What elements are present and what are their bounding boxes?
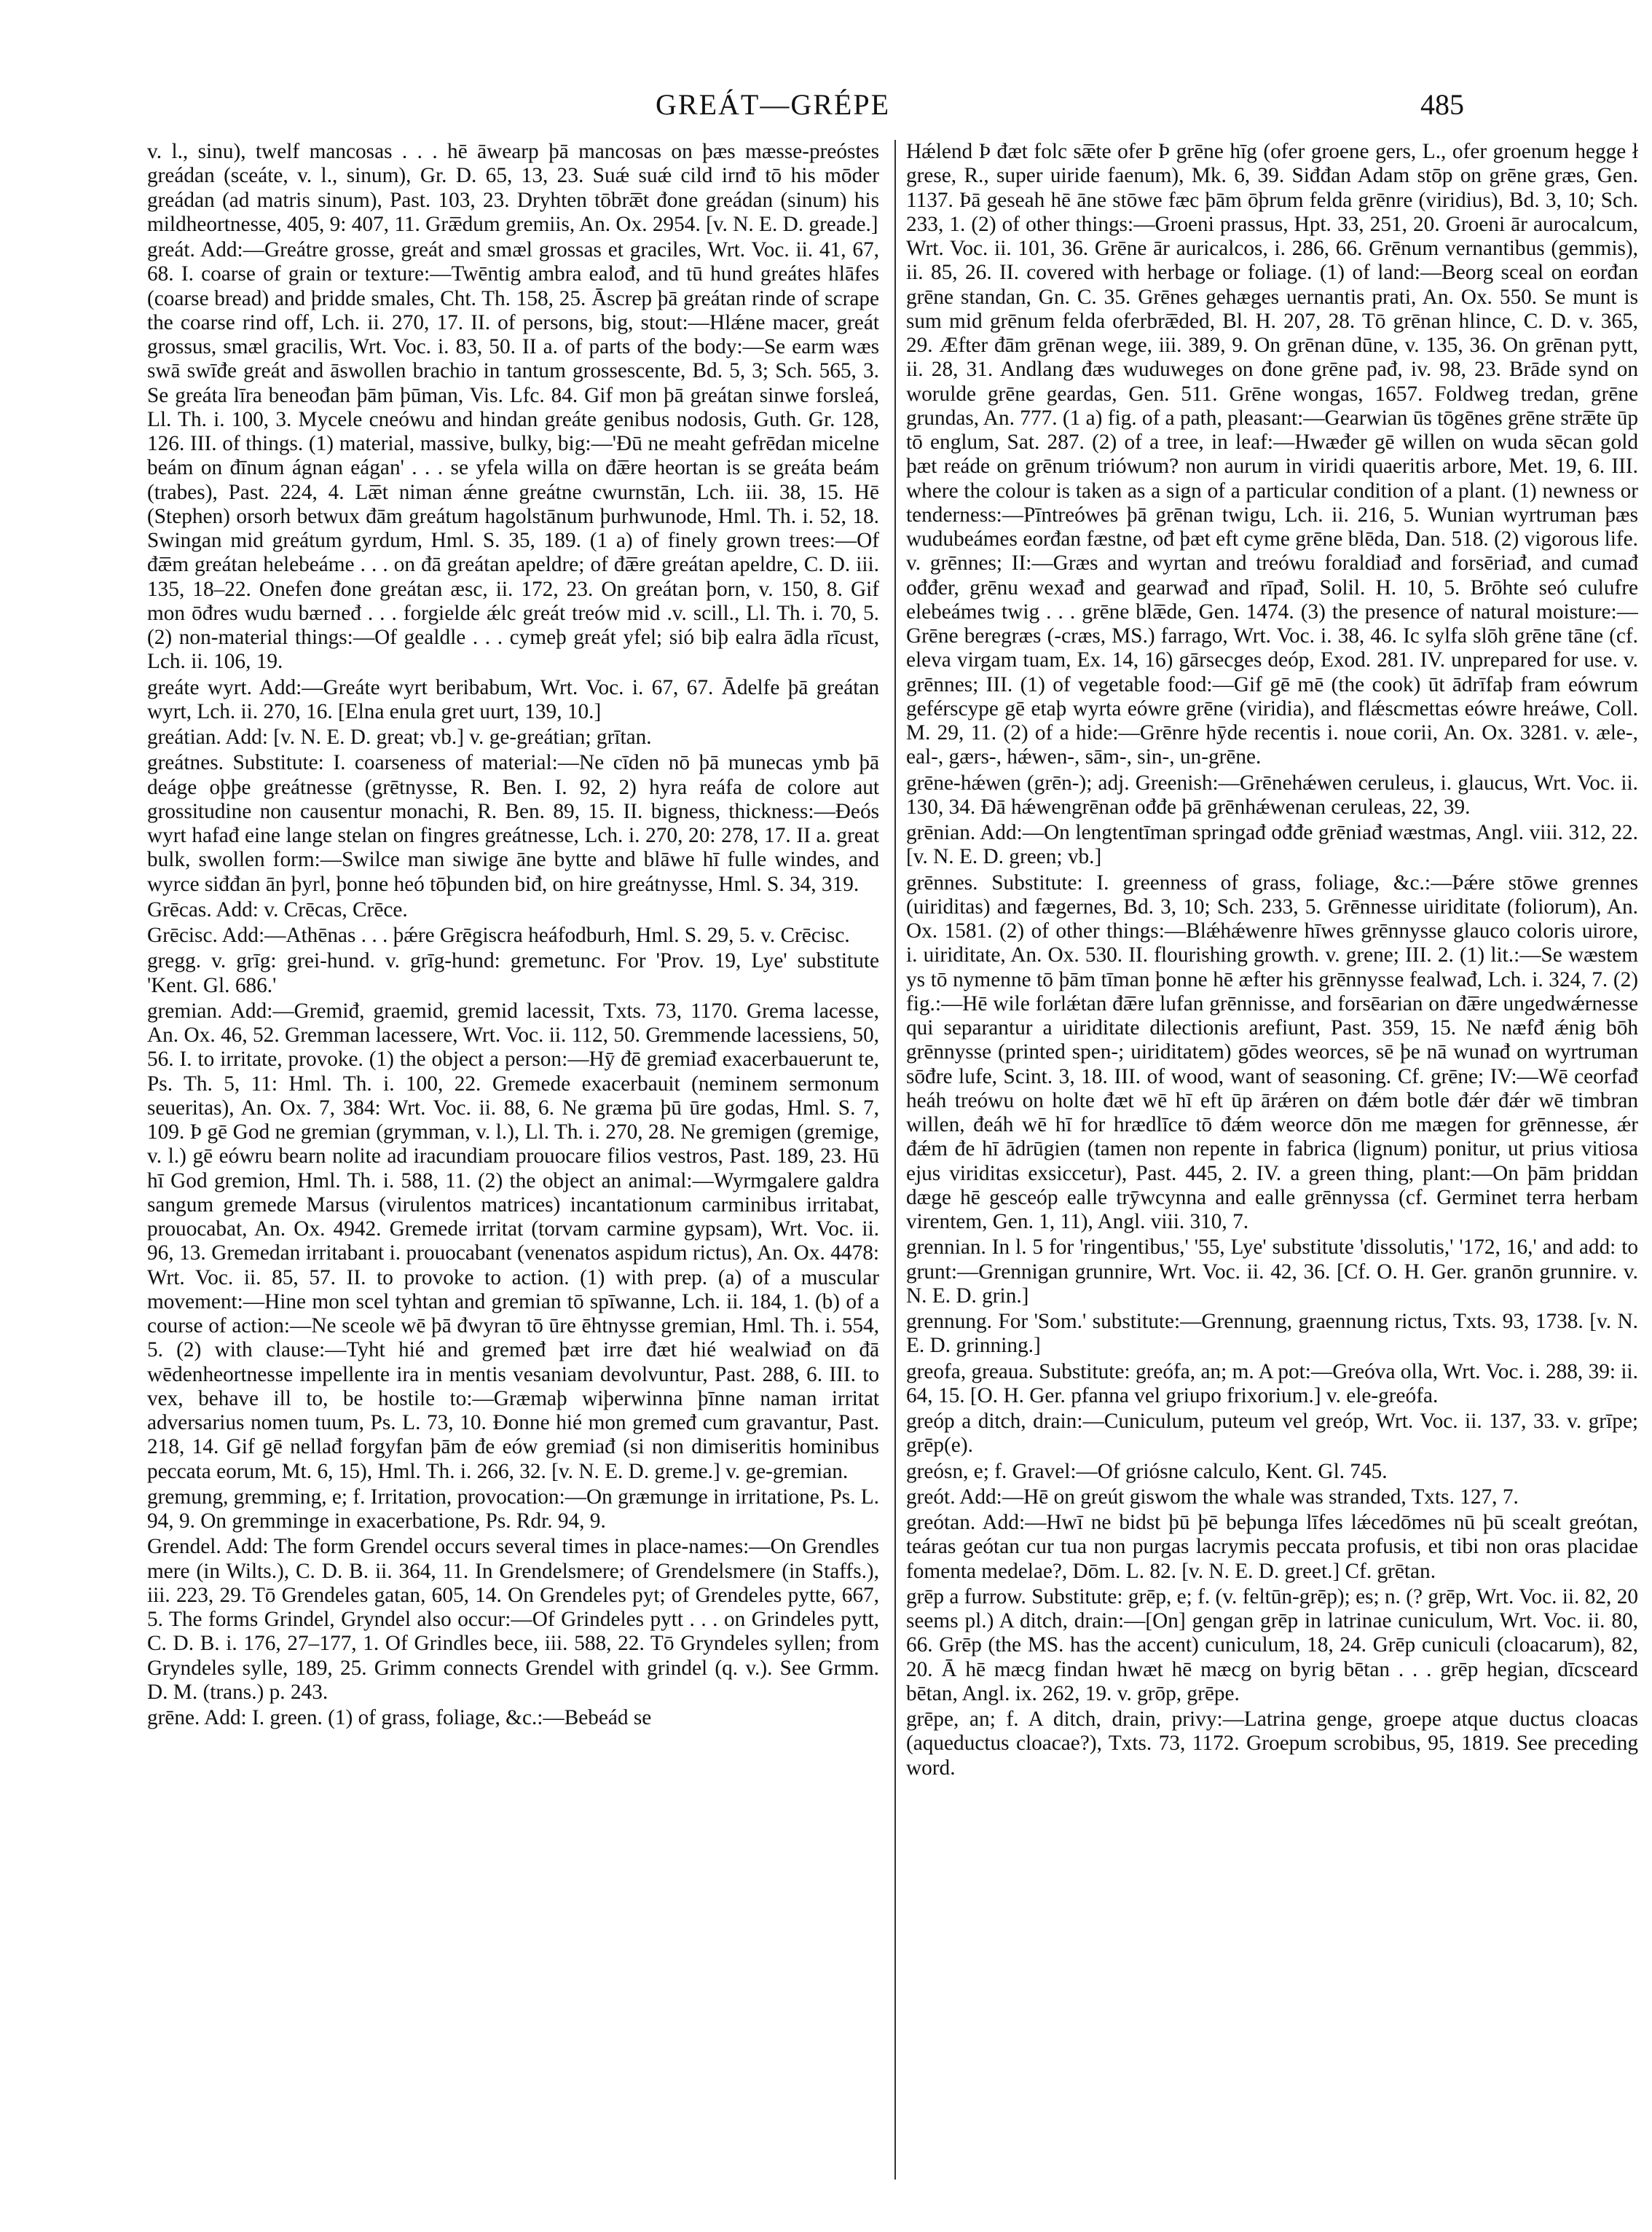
entry-grep: grēp a furrow. Substitute: grēp, e; f. (v. feltūn-grēp); es; n. (? grēp, Wrt. Voc. ii. 82, 20 seems pl.) A ditch, drain:—[On] gengan grēp in latrinae cuniculum, Wrt. Voc. ii. 80, 66. Grēp (the MS. has the accent) cuniculum, 18, 24. Grēp cuniculi (cloacarum), 82, 20. Ā hē mæcg findan hwæt hē mæcg on byrig bētan . . . grēp hegian, dīcsceard bētan, Angl. ix. 262, 19. v. grōp, grēpe. xyxy=(906,1584,1638,1705)
entry-greate-wyrt: greáte wyrt. Add:—Greáte wyrt beribabum, Wrt. Voc. i. 67, 67. Ādelfe þā greátan wyrt, Lch. ii. 270, 16. [Elna enula gret uurt, 139, 10.] xyxy=(147,675,879,723)
entry-gremian: gremian. Add:—Gremiđ, graemid, gremid lacessit, Txts. 73, 1170. Grema lacesse, An. Ox. 46, 52. Gremman lacessere, Wrt. Voc. ii. 112, 50. Gremmende lacessiens, 50, 56. I. to irritate, provoke. (1) the object a person:—Hȳ đē gremiađ exacerbauerunt te, Ps. Th. 5, 11: Hml. Th. i. 100, 22. Gremede exacerbauit (neminem sermonum seueritas), An. Ox. 7, 384: Wrt. Voc. ii. 88, 6. Ne græma þū ūre godas, Hml. S. 7, 109. Þ gē God ne gremian (grymman, v. l.), Ll. Th. i. 270, 28. Ne gremigen (gremige, v. l.) gē eówru bearn nolite ad iracundiam prouocare filios vestros, Past. 189, 23. Hū hī God gremion, Hml. Th. i. 588, 11. (2) the object an animal:—Wyrmgalere galdra sangum gremede Marsus (virulentos matrices) incantationum carminibus irritabat, prouocabat, An. Ox. 4942. Gremede irritat (torvam carmine gypsam), Wrt. Voc. ii. 96, 13. Gremedan irritabant i. prouocabant (venenatos aspidum rictus), An. Ox. 4478: Wrt. Voc. ii. 85, 57. II. to provoke to action. (1) with prep. (a) of a muscular movement:—Hine mon scel tyhtan and gremian tō spīwanne, Lch. ii. 184, 1. (b) of a course of action:—Ne sceole wē þā đwyran tō ūre ēhtnysse gremian, Hml. Th. i. 554, 5. (2) with clause:—Tyht hié and gremeđ þæt irre đæt hié wealwiađ on đā wēdenheortnesse impellente ira in mentis vesaniam devolvuntur, Past. 288, 6. III. to vex, behave ill to, be hostile to:—Græmaþ wiþerwinna þīnne naman irritat adversarius nomen tuum, Ps. L. 73, 10. Đonne hié mon gremeđ cum gravantur, Past. 218, 14. Gif gē nellađ forgyfan þām đe eów gremiađ (si non dimiseritis hominibus peccata eorum, Mt. 6, 15), Hml. Th. i. 266, 32. [v. N. E. D. greme.] v. ge-gremian. xyxy=(147,999,879,1483)
entry-grennung: grennung. For 'Som.' substitute:—Grennung, graennung rictus, Txts. 93, 1738. [v. N. E. D. grinning.] xyxy=(906,1310,1638,1358)
entry-gregg: gregg. v. grīg: grei-hund. v. grīg-hund: gremetunc. For 'Prov. 19, Lye' substitute 'Kent. Gl. 686.' xyxy=(147,949,879,997)
entry-grecisc: Grēcisc. Add:—Athēnas . . . þǽre Grēgiscra heáfodburh, Hml. S. 29, 5. v. Crēcisc. xyxy=(147,924,850,947)
entry-grennes: grēnnes. Substitute: I. greenness of grass, foliage, &c.:—Þǽre stōwe grennes (uiriditas) and fægernes, Bd. 3, 10; Sch. 233, 5. Grēnnesse uiriditate (foliorum), An. Ox. 1581. (2) of other things:—Blǽhǽwenre hīwes grēnnysse glauco coloris uirore, i. uiriditate, An. Ox. 530. II. flourishing growth. v. grene; III. 2. (1) lit.:—Se wæstem ys tō nymenne tō þām tīman þonne hē æfter his grēnnysse fealwađ, Lch. i. 324, 7. (2) fig.:—Hē wile forlǽtan đæ̅re lufan grēnnisse, and forsēarian on đæ̅re ungedwǽrnesse qui separantur a uiriditate dilectionis arefiunt, Past. 359, 15. Ne næfđ ǽnig bōh grēnnysse (printed spen-; uiriditatem) gōdes weorces, sē þe nā wunađ on wyrtruman sōđre lufe, Scint. 3, 18. III. of wood, want of seasoning. Cf. grēne; IV:—Wē ceorfađ heáh treówu on holte đæt wē hī eft ūp ārǽren on đǽm botle đǽr đǽr wē timbran willen, đeáh wē hī for hrædlīce tō đǽm weorce dōn me mægen for grēnnesse, ǽr đǽm đe hī ādrūgien (tamen non repente in fabrica (lignum) ponitur, ut prius vitiosa ejus viriditas exsiccetur), Past. 445, 2. IV. a green thing, plant:—On þām þriddan dæge hē gesceóp ealle trȳwcynna and ealle grēnnyssa (cf. Germinet terra herbam virentem, Gen. 1, 11), Angl. viii. 310, 7. xyxy=(906,871,1638,1233)
entry-greatnes: greátnes. Substitute: I. coarseness of material:—Ne cīden nō þā munecas ymb þā deáge oþþe greátnesse (grētnysse, R. Ben. I. 92, 2) hyra reáfa de colore aut grossitudine non causentur monachi, R. Ben. 89, 15. II. bigness, thickness:—Đeós wyrt hafađ eine lange stelan on fingres greátnesse, Lch. i. 270, 20: 278, 17. II a. great bulk, swollen form:—Swilce man siwige āne bytte and blāwe hī fulle windes, and wyrce siđđan ān þyrl, þonne heó tōþunden biđ, on hire greátnysse, Hml. S. 34, 319. xyxy=(147,751,879,896)
entry-greatian: greátian. Add: [v. N. E. D. great; vb.] v. ge-greátian; grītan. xyxy=(147,726,652,749)
entry-paragraph: Hǽlend Þ đæt folc sæ̅te ofer Þ grēne hīg (ofer groene gers, L., ofer groenum hegge ł grese, R., super uiride faenum), Mk. 6, 39. Siđđan Adam stōp on grēne græs, Gen. 1137. Þā geseah hē āne stōwe fæc þām ōþrum felda grēnre (viridius), Bd. 3, 10; Sch. 233, 1. (2) of other things:—Groeni prassus, Hpt. 33, 251, 20. Groeni ār aurocalcum, Wrt. Voc. ii. 101, 36. Grēne ār auricalcos, i. 286, 66. Grēnum vernantibus (gemmis), ii. 85, 26. II. covered with herbage or foliage. (1) of land:—Beorg sceal on eorđan grēne standan, Gn. C. 35. Grēnes gehæges uernantis prati, An. Ox. 550. Se munt is sum mid grēnum felda oferbræ̅ded, Bl. H. 207, 28. Tō grēnan hlince, C. D. v. 365, 29. Æfter đām grēnan wege, iii. 389, 9. On grēnan dūne, v. 135, 36. On grēnan pytt, ii. 28, 31. Andlang đæs wuduweges on đone grēne pađ, iv. 98, 23. Brāde synd on worulde grēne geardas, Gen. 511. Grēne wongas, 1657. Foldweg tredan, grēne grundas, An. 777. (1 a) fig. of a path, pleasant:—Gearwian ūs tōgēnes grēne stræ̅te ūp tō englum, Sat. 287. (2) of a tree, in leaf:—Hwæđer gē willen on wuda sēcan gold þæt reáde on grēnum triówum? non aurum in viridi quaeritis arbore, Met. 19, 6. III. where the colour is taken as a sign of a particular condition of a plant. (1) newness or tenderness:—Pīntreówes þā grēnan twigu, Lch. ii. 216, 5. Wunian wyrtruman þæs wudubeámes eorđan fæstne, ođ þæt eft cyme grēne blēda, Dan. 518. (2) vigorous life. v. grēnnes; II:—Græs and wyrtan and treówu foraldiađ and forsēriađ, and cumađ ođđer, grēnu wexađ and gearwađ and rīpađ, Solil. H. 10, 5. Brōhte seó culufre elebeámes twig . . . grēne blæ̅de, Gen. 1474. (3) the presence of natural moisture:—Grēne beregræs (-cræs, MS.) farrago, Wrt. Voc. i. 38, 46. Ic sylfa slōh grēne tāne (cf. eleva virgam tuam, Ex. 14, 16) gārsecges deóp, Exod. 281. IV. unprepared for use. v. grēnnes; III. (1) of vegetable food:—Gif gē mē (the cook) ūt ādrīfaþ fram eówrum geférscype gē etaþ wyrta eówre grēne (viridia), and flǽscmettas eówre hreáwe, Coll. M. 29, 11. (2) of a hide:—Grēnre hȳde recentis i. noue corii, An. Ox. 3281. v. æle-, eal-, gærs-, hǽwen-, sām-, sin-, un-grēne. xyxy=(906,140,1638,769)
entry-greosn: greósn, e; f. Gravel:—Of griósne calculo, Kent. Gl. 745. xyxy=(906,1459,1388,1483)
column-divider xyxy=(894,140,896,2180)
entry-grenian: grēnian. Add:—On lengtentīman springađ ođđe grēniađ wæstmas, Angl. viii. 312, 22. [v. N. E. D. green; vb.] xyxy=(906,821,1638,869)
entry-grecas: Grēcas. Add: v. Crēcas, Crēce. xyxy=(147,897,408,922)
entry-grennian: grennian. In l. 5 for 'ringentibus,' '55, Lye' substitute 'dissolutis,' '172, 16,' and add: to grunt:—Grennigan grunnire, Wrt. Voc. ii. 42, 36. [Cf. O. H. Ger. granōn grunnire. v. N. E. D. grin.] xyxy=(906,1235,1638,1308)
entry-great: greát. Add:—Greátre grosse, greát and smæl grossas et graciles, Wrt. Voc. ii. 41, 67, 68. I. coarse of grain or texture:—Twēntig ambra ealođ, and tū hund greátes hlāfes (coarse bread) and þridde smales, Cht. Th. 158, 25. Āscrep þā greátan rinde of scrape the coarse rind off, Lch. ii. 270, 17. II. of persons, big, stout:—Hlǽne macer, greát grossus, smæl gracilis, Wrt. Voc. i. 83, 50. II a. of parts of the body:—Se earm wæs swā swīđe greát and āswollen brachio in tantum grossescente, Bd. 5, 3; Sch. 565, 3. Se greáta līra beneođan þām þūman, Vis. Lfc. 84. Gif mon þā greátan sinwe forsleá, Ll. Th. i. 100, 3. Mycele cneówu and hindan greáte genibus nodosis, Guth. Gr. 128, 126. III. of things. (1) material, massive, bulky, big:—'Đū ne meaht gefrēdan micelne beám on đīnum ágnan eágan' . . . se yfela willa on đæ̅re heortan is se greáta beám (trabes), Past. 224, 4. Læ̅t niman ǽnne greátne cwurnstān, Lch. iii. 38, 15. Hē (Stephen) orsorh betwux đām greátum hagolstānum þurhwunode, Hml. Th. i. 52, 18. Swingan mid greátum gyrdum, Hml. S. 35, 189. (1 a) of finely grown trees:—Of đæ̅m greátan helebeáme . . . on đā greátan apeldre; of đæ̅re greátan apeldre, C. D. iii. 135, 18–22. Onefen đone greátan æsc, ii. 172, 23. On greátan þorn, v. 150, 8. Gif mon ōđres wudu bærneđ . . . forgielde ǽlc greát treów mid .v. scill., Ll. Th. i. 70, 5. (2) non-material things:—Of gealdle . . . cymeþ greát yfel; sió biþ ealra ādla rīcust, Lch. ii. 106, 19. xyxy=(147,238,879,674)
entry-gremung: gremung, gremming, e; f. Irritation, provocation:—On græmunge in irritatione, Ps. L. 94, 9. On gremminge in exacerbatione, Ps. Rdr. 94, 9. xyxy=(147,1485,879,1533)
page-number: 485 xyxy=(1420,88,1464,121)
entry-grendel: Grendel. Add: The form Grendel occurs several times in place-names:—On Grendles mere (in Wilts.), C. D. B. ii. 364, 11. In Grendelsmere; of Grendelsmere (in Staffs.), iii. 223, 29. Tō Grendeles gatan, 605, 14. On Grendeles pyt; of Grendeles pytte, 667, 5. The forms Grindel, Gryndel also occur:—Of Grindeles pytt . . . on Grindeles pytt, C. D. B. i. 176, 27–177, 1. Of Grindles bece, iii. 588, 22. Tō Gryndeles syllen; from Gryndeles sylle, 189, 25. Grimm connects Grendel with grindel (q. v.). See Grmm. D. M. (trans.) p. 243. xyxy=(147,1535,879,1704)
entry-greotan: greótan. Add:—Hwī ne bidst þū þē beþunga līfes lǽcedōmes nū þū scealt greótan, teáras geótan cur tua non purgas lacrymis peccata profusis, et tibi non oras placidae fomenta medelae?, Dōm. L. 82. [v. N. E. D. greet.] Cf. grētan. xyxy=(906,1511,1638,1583)
left-column xyxy=(147,140,879,2194)
entry-greofa: greofa, greaua. Substitute: greófa, an; m. A pot:—Greóva olla, Wrt. Voc. i. 288, 39: ii. 64, 15. [O. H. Ger. pfanna vel griupo frixorium.] v. ele-greófa. xyxy=(906,1359,1638,1407)
entry-grene-haewen: grēne-hǽwen (grēn-); adj. Greenish:—Grēnehǽwen ceruleus, i. glaucus, Wrt. Voc. ii. 130, 34. Đā hǽwengrēnan ođđe þā grēnhǽwenan ceruleas, 22, 39. xyxy=(906,771,1638,819)
entry-grepe: grēpe, an; f. A ditch, drain, privy:—Latrina genge, groepe atque ductus cloacas (aqueductus cloacae?), Txts. 73, 1172. Groepum scrobibus, 95, 1819. See preceding word. xyxy=(906,1708,1638,1780)
running-head: GREÁT—GRÉPE xyxy=(656,88,890,121)
entry-greop: greóp a ditch, drain:—Cuniculum, puteum vel greóp, Wrt. Voc. ii. 137, 33. v. grīpe; grēp(e). xyxy=(906,1410,1638,1458)
entry-greot: greót. Add:—Hē on greút giswom the whale was stranded, Txts. 127, 7. xyxy=(906,1485,1519,1509)
page-header xyxy=(0,87,1652,131)
right-column xyxy=(906,140,1638,2194)
entry-grene: grēne. Add: I. green. (1) of grass, foliage, &c.:—Bebeád se xyxy=(147,1706,652,1729)
entry-paragraph: v. l., sinu), twelf mancosas . . . hē āwearp þā mancosas on þæs mæsse-preóstes greádan (sceáte, v. l., sinum), Gr. D. 65, 13, 23. Suǽ suǽ cild irnđ tō his mōder greádan (ad matris sinum), Past. 103, 23. Dryhten tōbræ̅t đone greádan (sinum) his mildheortnesse, 405, 9: 407, 11. Græ̅dum gremiis, An. Ox. 2954. [v. N. E. D. greade.] xyxy=(147,140,879,236)
